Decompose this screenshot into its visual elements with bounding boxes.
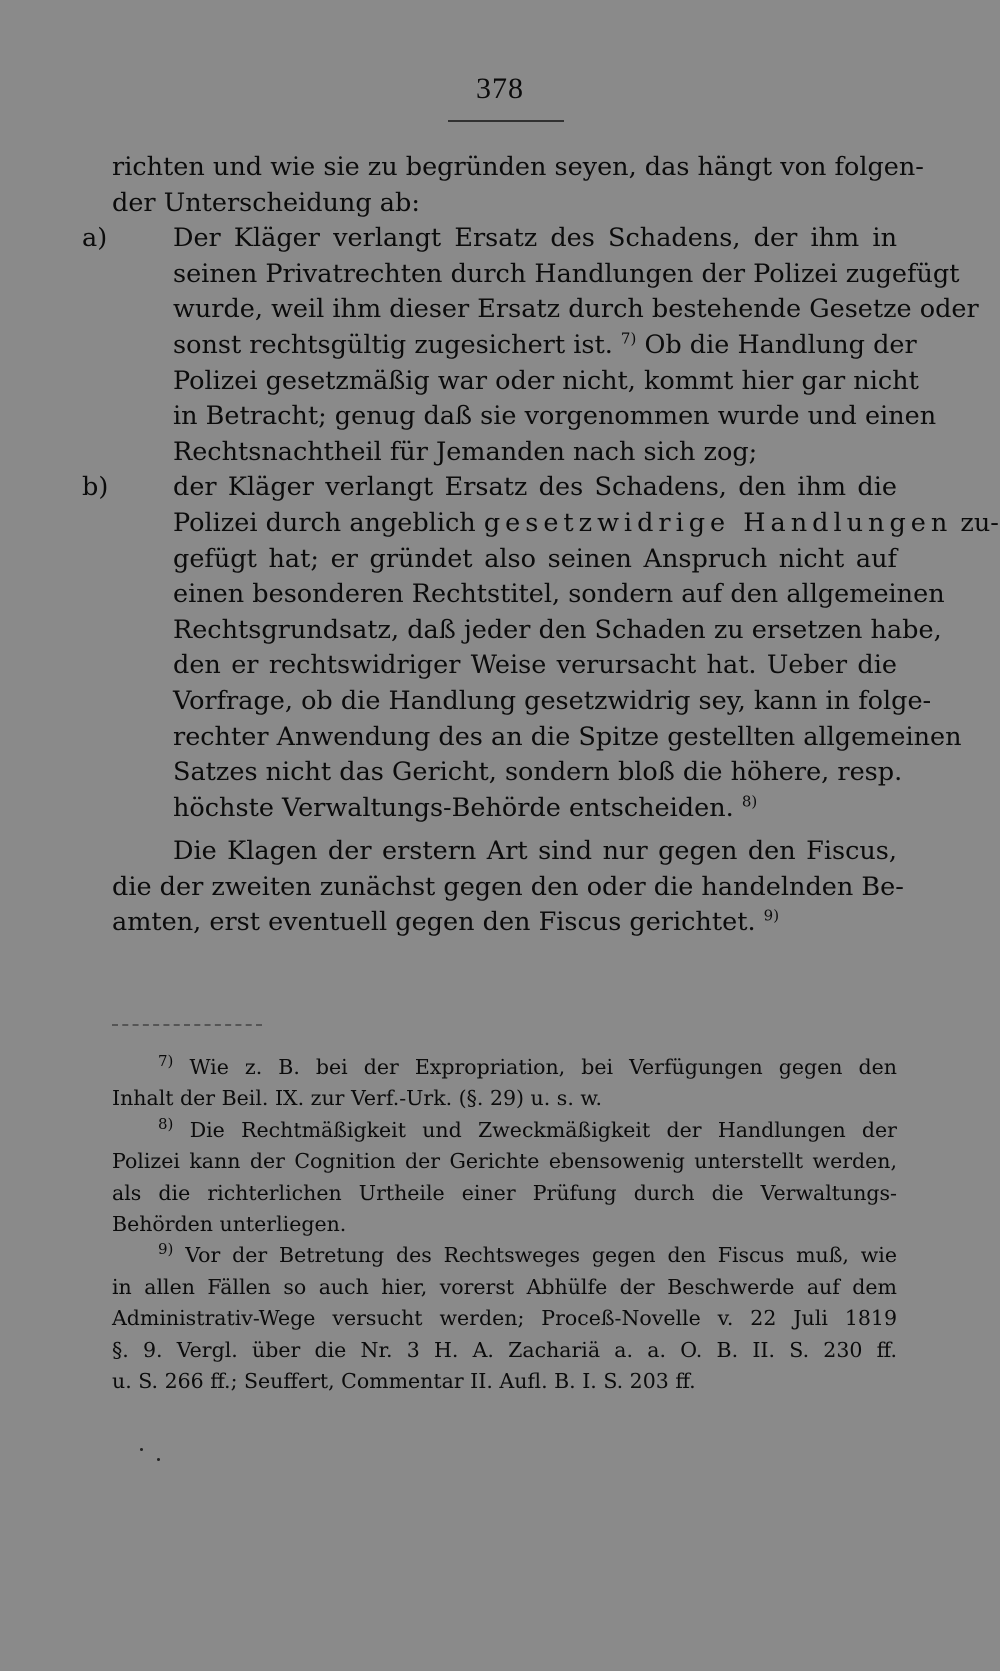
- footnote-ref-8: 8): [741, 792, 758, 811]
- footnote-7: $^{7)}$ Wie z. B. bei der Expropriation, bei Verfügungen gegen den: [158, 1052, 897, 1079]
- footnote-line: Administrativ-Wege versucht werden; Proceß-Novelle v. 22 Juli 1819: [112, 1306, 897, 1331]
- text-line: seinen Privatrechten durch Handlungen der Polizei zugefügt: [173, 258, 960, 289]
- footnote-ref-9: 9): [763, 906, 780, 925]
- footnote-marker: 9): [158, 1240, 174, 1259]
- list-item-a-line: a) Der Kläger verlangt Ersatz des Schadens, der ihm in: [112, 221, 897, 257]
- text-line: der Unterscheidung ab:: [112, 187, 420, 218]
- text-line: rechter Anwendung des an die Spitze gestellten allgemeinen: [173, 721, 962, 752]
- text-line: Satzes nicht das Gericht, sondern bloß die höhere, resp.: [173, 757, 903, 788]
- footnote-8: $^{8)}$ Die Rechtmäßigkeit und Zweckmäßigkeit der Handlungen der: [158, 1114, 897, 1142]
- text-line: einen besonderen Rechtstitel, sondern auf den allgemeinen: [173, 579, 945, 610]
- emphasized-text: gesetzwidrige Handlungen: [483, 507, 953, 538]
- text-line: sonst rechtsgültig zugesichert ist. $^{7)}$ Ob die Handlung der: [173, 329, 917, 360]
- page-number: 378: [476, 72, 524, 105]
- footnote-line: Polizei kann der Cognition der Gerichte ebensowenig unterstellt werden,: [112, 1149, 897, 1174]
- text-line: amten, erst eventuell gegen den Fiscus gerichtet. $^{9)}$: [112, 906, 780, 938]
- footnote-line: u. S. 266 ff.; Seuffert, Commentar II. Aufl. B. I. S. 203 ff.: [112, 1368, 696, 1393]
- scan-speck: [157, 1458, 160, 1461]
- text-line: Vorfrage, ob die Handlung gesetzwidrig sey, kann in folge-: [173, 685, 932, 716]
- footnote-marker: 7): [158, 1052, 174, 1071]
- footnote-line: Behörden unterliegen.: [112, 1211, 347, 1236]
- text-line: gefügt hat; er gründet also seinen Anspruch nicht auf: [173, 543, 897, 574]
- text-line: Polizei durch angeblich gesetzwidrige Handlungen zu-: [173, 507, 999, 538]
- scan-speck: [140, 1448, 143, 1451]
- text-line: wurde, weil ihm dieser Ersatz durch bestehende Gesetze oder: [173, 294, 979, 325]
- text-line: in Betracht; genug daß sie vorgenommen wurde und einen: [173, 401, 937, 432]
- list-item-b-line: b) der Kläger verlangt Ersatz des Schadens, den ihm die: [112, 470, 897, 506]
- footnote-line: in allen Fällen so auch hier, vorerst Abhülfe der Beschwerde auf dem: [112, 1274, 897, 1299]
- text-line: Die Klagen der erstern Art sind nur gegen den Fiscus,: [173, 836, 897, 867]
- footnote-9: $^{9)}$ Vor der Betretung des Rechtsweges gegen den Fiscus muß, wie: [158, 1240, 897, 1268]
- footnotes: [112, 1052, 897, 1397]
- list-marker-a: a): [82, 223, 108, 254]
- text-line: Rechtsnachtheil für Jemanden nach sich zog;: [173, 436, 758, 467]
- footnote-ref-7: 7): [620, 329, 637, 348]
- footnote-line: §. 9. Vergl. über die Nr. 3 H. A. Zachariä a. a. O. B. II. S. 230 ff.: [112, 1337, 897, 1362]
- main-text: [82, 150, 999, 941]
- list-marker-b: b): [82, 472, 109, 503]
- text-line: die der zweiten zunächst gegen den oder die handelnden Be-: [112, 871, 904, 902]
- footnote-line: als die richterlichen Urtheile einer Prüfung durch die Verwaltungs-: [112, 1180, 897, 1205]
- footnote-separator: [112, 1024, 262, 1026]
- footnote-line: Inhalt der Beil. IX. zur Verf.-Urk. (§. 29) u. s. w.: [112, 1086, 602, 1111]
- text-line: richten und wie sie zu begründen seyen, das hängt von folgen-: [112, 152, 924, 182]
- text-line: den er rechtswidriger Weise verursacht hat. Ueber die: [173, 650, 897, 681]
- text-line: Polizei gesetzmäßig war oder nicht, kommt hier gar nicht: [173, 365, 919, 396]
- header-rule: [448, 120, 564, 122]
- text-line: Rechtsgrundsatz, daß jeder den Schaden zu ersetzen habe,: [173, 614, 942, 645]
- footnote-marker: 8): [158, 1114, 174, 1133]
- text-line: höchste Verwaltungs-Behörde entscheiden. $^{8)}$: [173, 792, 758, 823]
